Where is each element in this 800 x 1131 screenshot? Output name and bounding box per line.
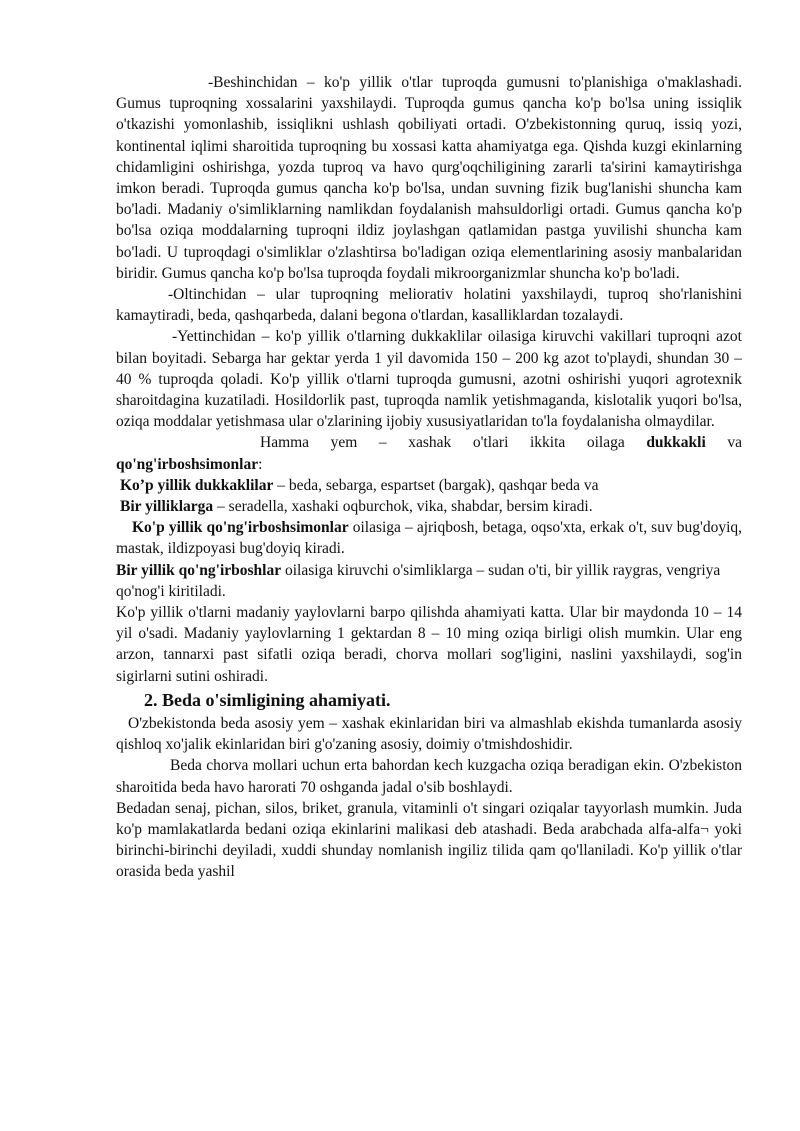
paragraph-perennial-grasses: [116, 517, 742, 559]
term-perennial-grasses: Ko'p yillik qo'ng'irboshsimonlar: [132, 519, 349, 537]
perennial-grasses-list: oilasiga – ajriqbosh, betaga, oqso'xta, erkak o't, suv bug'doyiq, mastak, ildizpoyasi bug'doyiq kiradi.: [116, 519, 742, 558]
term-qongirboshsimonlar: qo'ng'irboshsimonlar: [116, 455, 259, 473]
paragraph-yettinchidan: -Yettinchidan – ko'p yillik o'tlarning dukkaklilar oilasiga kiruvchi vakillari tuproqni azot bilan boyitadi. Sebarga har gektar yerda 1 yil davomida 150 – 200 kg azot to'playdi, shundan 30 – 40 % tuproqda qoladi. Ko'p yillik o'tlarni tuproqda gumusni, azotni oshirishi yuqori agrotexnik sharoitdagina kuzatiladi. Hosildorlik past, tuproqda namlik yetishmaganda, kislotalik yuqori bo'lsa, oziqa moddalar yetishmasa ular o'zlarining ijobiy xususiyatlaridan to'la foydalanisha olmaydilar.: [116, 328, 742, 431]
annual-legumes-list: – seradella, xashaki oqburchok, vika, shabdar, bersim kiradi.: [213, 498, 593, 516]
families-intro-colon: :: [258, 455, 263, 473]
paragraph-annual-legumes: [116, 496, 742, 517]
paragraph-beda-products: Bedadan senaj, pichan, silos, briket, granula, vitaminli o't singari oziqalar tayyorlash mumkin. Juda ko'p mamlakatlarda bedani oziqa ekinlarini malikasi deb atashadi. Beda arabchada alfa-alfa¬ yoki birinchi-birinchi deyiladi, xuddi shunday nomlanish ingiliz tilida qam qo'llaniladi. Ko'p yillik o'tlar orasida beda yashil: [116, 799, 742, 881]
paragraph-beda-uzbekistan: O'zbekistonda beda asosiy yem – xashak ekinlaridan biri va almashlab ekishda tumanlarda asosiy qishloq xo'jalik ekinlaridan biri g'o'zaning asosiy, doimiy o'tmishdoshidir.: [116, 714, 742, 754]
paragraph-annual-grasses: [116, 560, 742, 602]
term-perennial-legumes: Ko’p yillik dukkaklilar: [120, 476, 274, 494]
annual-grasses-list: oilasiga kiruvchi o'simliklarga – sudan o'ti, bir yillik raygras, vengriya qo'nog'i kiritiladi.: [116, 561, 721, 600]
section-heading: 2. Beda o'simligining ahamiyati.: [144, 689, 391, 710]
families-intro-conj: va: [705, 434, 742, 452]
term-dukkakli: dukkakli: [646, 434, 706, 452]
term-annual-legumes: Bir yilliklarga: [120, 498, 214, 516]
paragraph-beda-season: Beda chorva mollari uchun erta bahordan kech kuzgacha oziqa beradigan ekin. O'zbekiston sharoitida beda havo harorati 70 oshganda jadal o'sib boshlaydi.: [116, 757, 742, 796]
families-intro-text: Hamma yem – xashak o'tlari ikkita oilaga: [260, 434, 647, 452]
paragraph-beshinchidan: -Beshinchidan – ko'p yillik o'tlar tuproqda gumusni to'planishiga o'maklashadi. Gumus tuproqning xossalarini yaxshilaydi. Tuproqda gumus qancha ko'p bo'lsa uning issiqlik o'tkazishi yomonlashib, issiqlikni ushlash qobiliyati ortadi. O'zbekistonning quruq, issiq yozi, kontinental iqlimi sharoitida tuproqning bu xossasi katta ahamiyatga ega. Qishda kuzgi ekinlarning chidamligini oshirishga, yozda tuproq va havo qurg'oqchiligining zararli ta'sirini kamaytirishga imkon beradi. Tuproqda gumus qancha ko'p bo'lsa, undan suvning fizik bug'lanishi shuncha kam bo'ladi. Madaniy o'simliklarning namlikdan foydalanish mahsuldorligi ortadi. Gumus qancha ko'p bo'lsa oziqa moddalarning tuproqni ildiz joylashgan qatlamidan pastga yuvilishi shuncha kam bo'ladi. U tuproqdagi o'simliklar o'zlashtirsa bo'ladigan oziqa elementlarining asosiy manbalaridan biridir. Gumus qancha ko'p bo'lsa tuproqda foydali mikroorganizmlar shuncha ko'p bo'ladi.: [116, 74, 742, 282]
document-page: [116, 72, 742, 883]
paragraph-pastures: Ko'p yillik o'tlarni madaniy yaylovlarni barpo qilishda ahamiyati katta. Ular bir maydonda 10 – 14 yil o'sadi. Madaniy yaylovlarning 1 gektardan 8 – 10 ming oziqa birligi olish mumkin. Ular eng arzon, tannarxi past sifatli oziqa beradi, chorva mollari sog'ligini, naslini yaxshilaydi, sog'in sigirlarni sutini oshiradi.: [116, 604, 742, 685]
paragraph-perennial-legumes: [116, 475, 742, 496]
perennial-legumes-list: – beda, sebarga, espartset (bargak), qashqar beda va: [273, 476, 599, 494]
paragraph-families-intro: [116, 432, 742, 474]
paragraph-oltinchidan: -Oltinchidan – ular tuproqning meliorativ holatini yaxshilaydi, tuproq sho'rlanishini kamaytiradi, beda, qashqarbeda, dalani begona o'tlardan, kasalliklardan tozalaydi.: [116, 286, 742, 325]
term-annual-grasses: Bir yillik qo'ng'irboshlar: [116, 561, 282, 579]
